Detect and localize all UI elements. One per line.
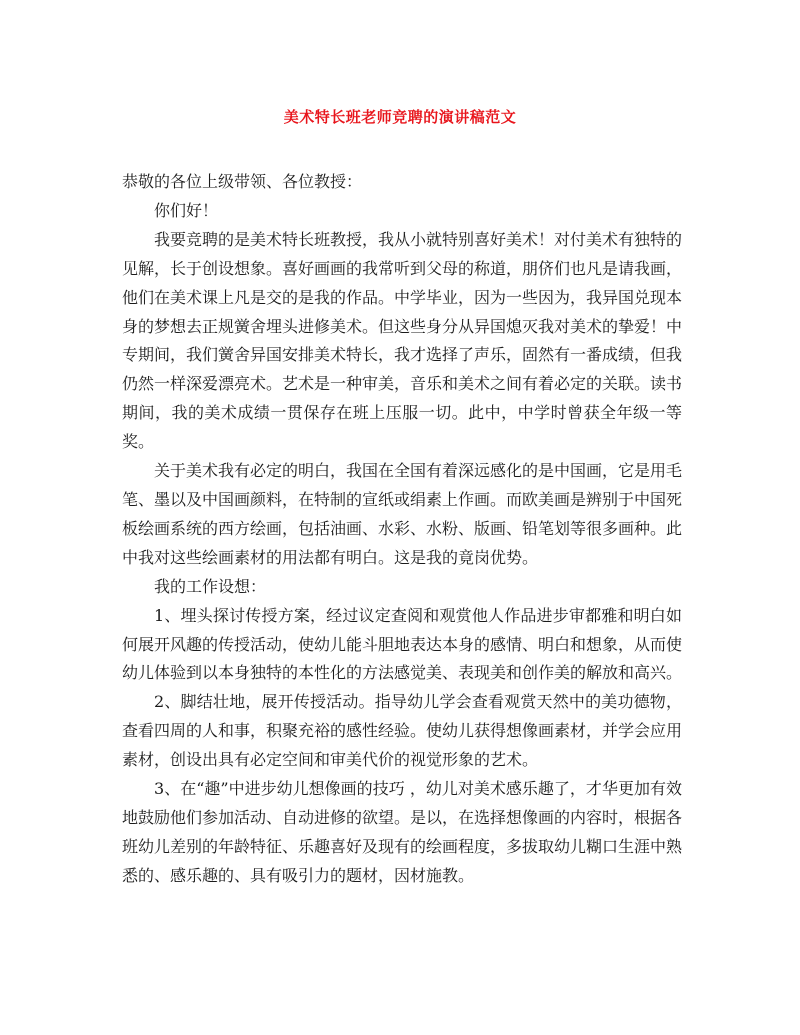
- paragraph-3: 我的工作设想：: [154, 576, 267, 596]
- paragraph-2: 关于美术我有必定的明白，我国在全国有着深远感化的是中国画，它是用毛笔、墨以及中国画颜料，在特制的宣纸或绢素上作画。而欧美画是辨别于中国死板绘画系统的西方绘画，包括油画、水彩、水粉、版画、铅笔划等很多画种。此中我对这些绘画素材的用法都有明白。这是我的竟岗优势。: [122, 461, 683, 567]
- paragraph-4: 1、埋头探讨传授方案，经过议定查阅和观赏他人作品进步审都雅和明白如何展开风趣的传授活动，使幼儿能斗胆地表达本身的感情、明白和想象，从而使幼儿体验到以本身独特的本性化的方法感觉美、表现美和创作美的解放和高兴。: [122, 605, 683, 683]
- paragraph-6: 3、在“趣”中进步幼儿想像画的技巧 ，幼儿对美术感乐趣了，才华更加有效地鼓励他们参加活动、自动进修的欲望。是以，在选择想像画的内容时，根据各班幼儿差别的年龄特征、乐趣喜好及现有的绘画程度，多拔取幼儿糊口生涯中熟悉的、感乐趣的、具有吸引力的题材，因材施教。: [122, 779, 683, 885]
- paragraph-5: 2、脚结壮地，展开传授活动。指导幼儿学会查看观赏天然中的美功德物，查看四周的人和事，积聚充裕的感性经验。使幼儿获得想像画素材，并学会应用素材，创设出具有必定空间和审美代价的视觉形象的艺术。: [122, 692, 683, 770]
- document-body: [122, 168, 682, 891]
- salutation: 恭敬的各位上级带领、各位教授：: [122, 172, 363, 191]
- paragraph-1: 我要竞聘的是美术特长班教授，我从小就特别喜好美术！对付美术有独特的见解，长于创设想象。喜好画画的我常听到父母的称道，朋侪们也凡是请我画，他们在美术课上凡是交的是我的作品。中学毕业，因为一些因为，我异国兑现本身的梦想去正规黉舍埋头进修美术。但这些身分从异国熄灭我对美术的挚爱！中专期间，我们黉舍异国安排美术特长，我才选择了声乐，固然有一番成绩，但我仍然一样深爱漂亮术。艺术是一种审美，音乐和美术之间有着必定的关联。读书期间，我的美术成绩一贯保存在班上压服一切。此中，中学时曾获全年级一等奖。: [122, 229, 683, 452]
- document-title: 美术特长班老师竞聘的演讲稿范文: [283, 108, 517, 126]
- greeting: 你们好！: [154, 200, 219, 220]
